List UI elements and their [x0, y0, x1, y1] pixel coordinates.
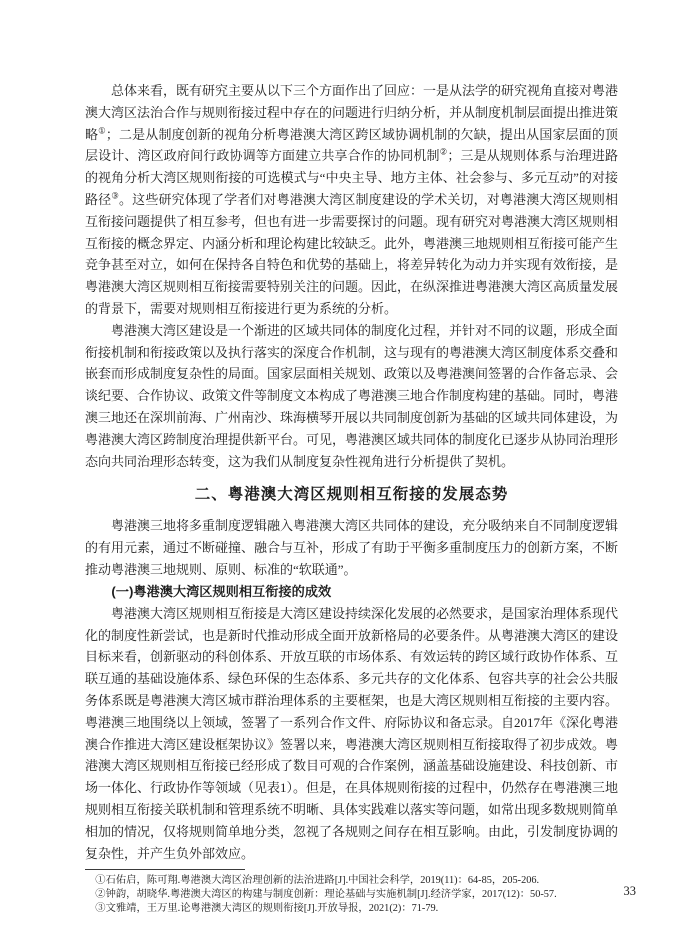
footnote-3: ③文雅靖，王万里.论粤港澳大湾区的规则衔接[J].开放导报，2021(2)：71-79. — [95, 902, 439, 914]
paragraph-research-overview: 总体来看，既有研究主要从以下三个方面作出了回应：一是从法学的研究视角直接对粤港澳大湾区法治合作与规则衔接过程中存在的问题进行归纳分析，并从制度机制层面提出推进策略①；二是从制度创新的视角分析粤港澳大湾区跨区域协调机制的欠缺，提出从国家层面的顶层设计、湾区政府间行政协调等方面建立共享合作的协同机制②；三是从规则体系与治理进路的视角分析大湾区规则衔接的可选模式与“中央主导、地方主体、社会参与、多元互动”的对接路径③。这些研究体现了学者们对粤港澳大湾区制度建设的学术关切，对粤港澳大湾区规则相互衔接问题提供了相互参考，但也有进一步需要探讨的问题。现有研究对粤港澳大湾区规则相互衔接的概念界定、内涵分析和理论构建比较缺乏。此外，粤港澳三地规则相互衔接可能产生竞争甚至对立，如何在保持各自特色和优势的基础上，将差异转化为动力并实现有效衔接，是粤港澳大湾区规则相互衔接需要特别关注的问题。因此，在纵深推进粤港澳大湾区高质量发展的背景下，需要对规则相互衔接进行更为系统的分析。 — [85, 83, 619, 316]
paragraph-section-intro: 粤港澳三地将多重制度逻辑融入粤港澳大湾区共同体的建设，充分吸纳来自不同制度逻辑的有用元素，通过不断碰撞、融合与互补，形成了有助于平衡多重制度压力的创新方案，不断推动粤港澳三地规则、原则、标准的“软联通”。 — [85, 518, 619, 577]
footnote-2: ②钟韵，胡晓华.粤港澳大湾区的构建与制度创新：理论基础与实施机制[J].经济学家，2017(12)：50-57. — [95, 889, 557, 901]
footnotes-block — [85, 869, 618, 915]
paragraph-subsection-body: 粤港澳大湾区规则相互衔接是大湾区建设持续深化发展的必然要求，是国家治理体系现代化的制度性新尝试，也是新时代推动形成全面开放新格局的必要条件。从粤港澳大湾区的建设目标来看，创新驱动的科创体系、开放互联的市场体系、有效运转的跨区域行政协作体系、互联互通的基础设施体系、绿色环保的生态体系、多元共存的文化体系、包容共享的社会公共服务体系既是粤港澳大湾区城市群治理体系的主要框架，也是大湾区规则相互衔接的主要内容。粤港澳三地围绕以上领域，签署了一系列合作文件、府际协议和备忘录。自2017年《深化粤港澳合作推进大湾区建设框架协议》签署以来，粤港澳大湾区规则相互衔接取得了初步成效。粤港澳大湾区规则相互衔接已经形成了数目可观的合作案例，涵盖基础设施建设、科技创新、市场一体化、行政协作等领域（见表1）。但是，在具体规则衔接的过程中，仍然存在粤港澳三地规则相互衔接关联机制和管理系统不明晰、具体实践难以落实等问题，如常出现多数规则简单相加的情况，仅将规则简单地分类，忽视了各规则之间存在相互影响。由此，引发制度协调的复杂性，并产生负外部效应。 — [85, 605, 619, 861]
footnote-1: ①石佑启，陈可翔.粤港澳大湾区治理创新的法治进路[J].中国社会科学，2019(11)：64-85，205-206. — [95, 875, 540, 887]
section-heading: 二、粤港澳大湾区规则相互衔接的发展态势 — [194, 486, 509, 504]
paragraph-institutionalization: 粤港澳大湾区建设是一个渐进的区域共同体的制度化过程，并针对不同的议题，形成全面衔接机制和衔接政策以及执行落实的深度合作机制，这与现有的粤港澳大湾区制度体系交叠和嵌套而形成制度复杂性的局面。国家层面相关规划、政策以及粤港澳间签署的合作备忘录、会谈纪要、合作协议、政策文件等制度文本构成了粤港澳三地合作制度构建的基础。同时，粤港澳三地还在深圳前海、广州南沙、珠海横琴开展以共同制度创新为基础的区域共同体建设，为粤港澳大湾区跨制度治理提供新平台。可见，粤港澳区域共同体的制度化已逐步从协同治理形态向共同治理形态转变，这为我们从制度复杂性视角进行分析提供了契机。 — [85, 322, 619, 469]
page-content — [85, 80, 618, 916]
subsection-heading: (一)粤港澳大湾区规则相互衔接的成效 — [111, 583, 332, 599]
page-number: 33 — [623, 884, 636, 898]
footnote-divider — [85, 869, 245, 870]
